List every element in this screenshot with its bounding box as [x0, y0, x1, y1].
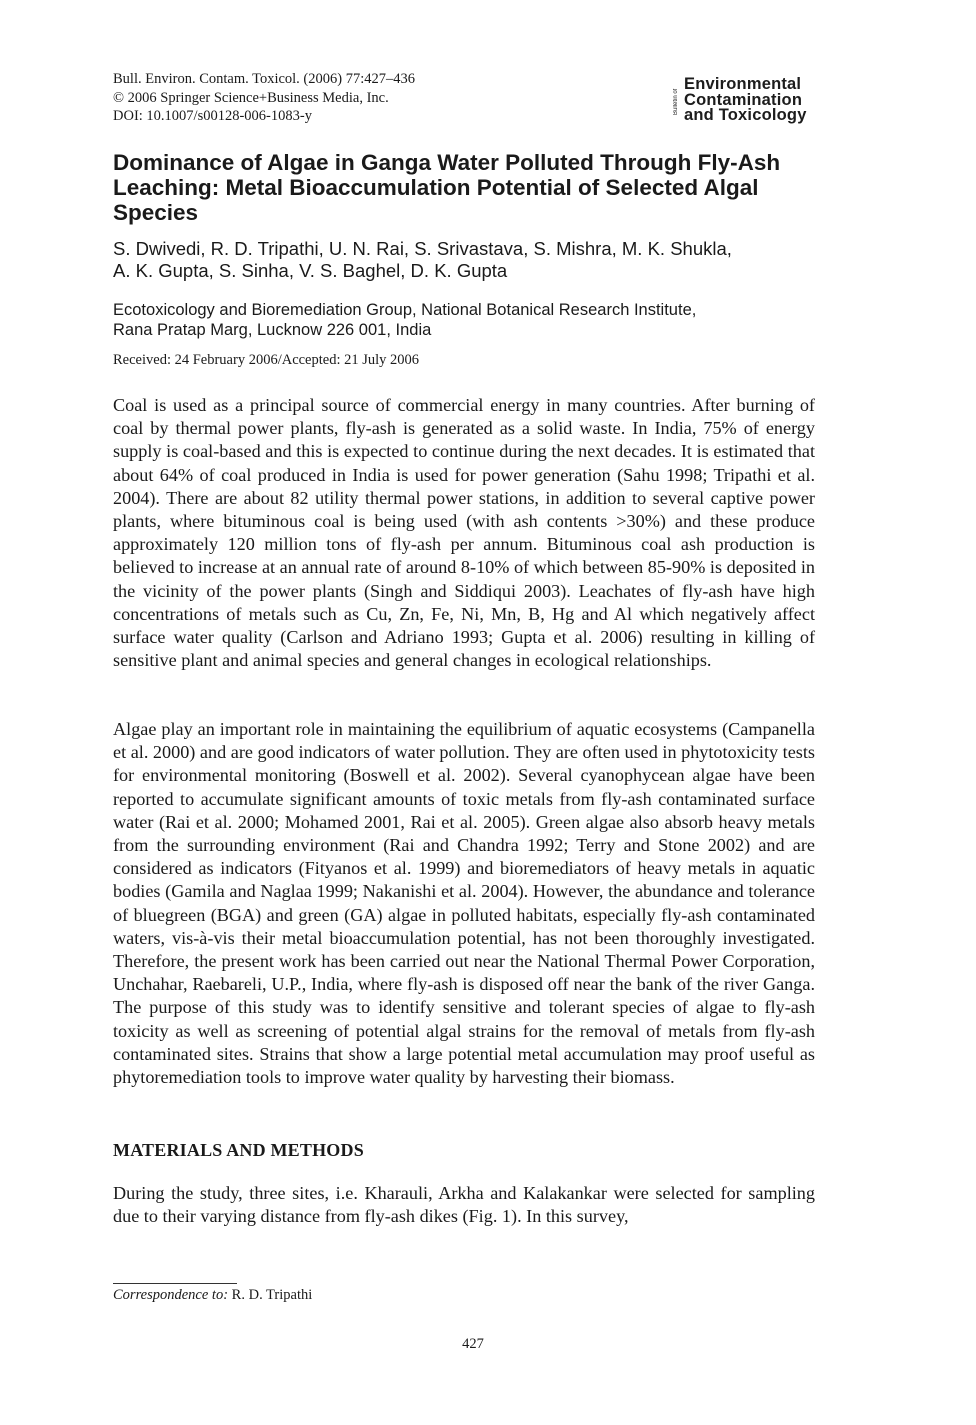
body-paragraph-3: During the study, three sites, i.e. Kharauli, Arkha and Kalakankar were selected for sampling due to their varying distance from fly-ash dikes (Fig. 1). In this survey, — [113, 1183, 815, 1227]
correspondence-footnote — [113, 1286, 312, 1304]
journal-logo-line1: Environmental — [684, 75, 802, 93]
section-heading: MATERIALS AND METHODS — [113, 1140, 364, 1160]
copyright-line: © 2006 Springer Science+Business Media, Inc. — [113, 89, 389, 106]
affiliation-line1: Ecotoxicology and Bioremediation Group, National Botanical Research Institute, — [113, 301, 697, 319]
correspondence-name: R. D. Tripathi — [231, 1287, 313, 1303]
correspondence-label: Correspondence to: — [113, 1287, 229, 1303]
article-title: Dominance of Algae in Ganga Water Polluted Through Fly-Ash Leaching: Metal Bioaccumulation Potential of Selected Algal Species — [113, 150, 781, 225]
body-paragraph-1: Coal is used as a principal source of commercial energy in many countries. After burning of coal by thermal power plants, fly-ash is generated as a solid waste. In India, 75% of energy supply is coal-based and this is expected to continue during the next decades. It is estimated that about 64% of coal produced in India is used for power generation (Sahu 1998; Tripathi et al. 2004). There are about 82 utility thermal power stations, in addition to several captive power plants, where bituminous coal is being used (with ash contents >30%) and these produce approximately 120 million tons of fly-ash per annum. Bituminous coal ash production is believed to increase at an annual rate of around 8-10% of which between 85-90% is deposited in the vicinity of the power plants (Singh and Siddiqui 2003). Leachates of fly-ash have high concentrations of metals such as Cu, Zn, Fe, Ni, Mn, B, Hg and Al which negatively affect surface water quality (Carlson and Adriano 1993; Gupta et al. 2006) resulting in killing of sensitive plant and animal species and general changes in ecological relationships. — [113, 395, 815, 671]
author-list — [113, 238, 833, 282]
footnote-divider — [113, 1283, 237, 1284]
page-number: 427 — [462, 1336, 484, 1352]
doi-line: DOI: 10.1007/s00128-006-1083-y — [113, 108, 312, 124]
body-paragraph-2: Algae play an important role in maintaining the equilibrium of aquatic ecosystems (Campanella et al. 2000) and are good indicators of water pollution. They are often used in phytotoxicity tests for environmental monitoring (Boswell et al. 2002). Several cyanophycean algae have been reported to accumulate significant amounts of toxic metals from fly-ash contaminated surface water (Rai et al. 2000; Mohamed 2001, Rai et al. 2005). Green algae also absorb heavy metals from the surrounding environment (Rai and Chandra 1992; Terry and Stone 2002) and are considered as indicators (Fityanos et al. 1999) and bioremediators of heavy metals in aquatic bodies (Gamila and Naglaa 1999; Nakanishi et al. 2004). However, the abundance and tolerance of bluegreen (BGA) and green (GA) algae in polluted habitats, especially fly-ash contaminated waters, vis-à-vis their metal bioaccumulation potential, has not been thoroughly investigated. Therefore, the present work has been carried out near the National Thermal Power Corporation, Unchahar, Raebareli, U.P., India, where fly-ash is disposed off near the bank of the river Ganga. The purpose of this study was to identify sensitive and tolerant species of algae to fly-ash toxicity as well as screening of potential algal strains for the removal of metals from fly-ash contaminated sites. Strains that show a large potential metal accumulation may proof useful as phytoremediation tools to improve water quality by harvesting their biomass. — [113, 719, 815, 1088]
citation-block — [113, 70, 415, 126]
received-date: Received: 24 February 2006/Accepted: 21 July 2006 — [113, 352, 420, 368]
journal-logo-side-text: Bulletin of — [673, 88, 679, 116]
journal-logo-line3: and Toxicology — [684, 106, 807, 124]
author-list-line1: S. Dwivedi, R. D. Tripathi, U. N. Rai, S. Srivastava, S. Mishra, M. K. Shukla, — [113, 238, 732, 259]
journal-logo-line2: Contamination — [684, 90, 803, 109]
affiliation — [113, 300, 833, 340]
journal-logo — [672, 77, 840, 127]
author-list-line2: A. K. Gupta, S. Sinha, V. S. Baghel, D. K. Gupta — [113, 260, 508, 281]
affiliation-line2: Rana Pratap Marg, Lucknow 226 001, India — [113, 321, 432, 339]
citation-journal-line: Bull. Environ. Contam. Toxicol. (2006) 77:427–436 — [113, 71, 415, 87]
